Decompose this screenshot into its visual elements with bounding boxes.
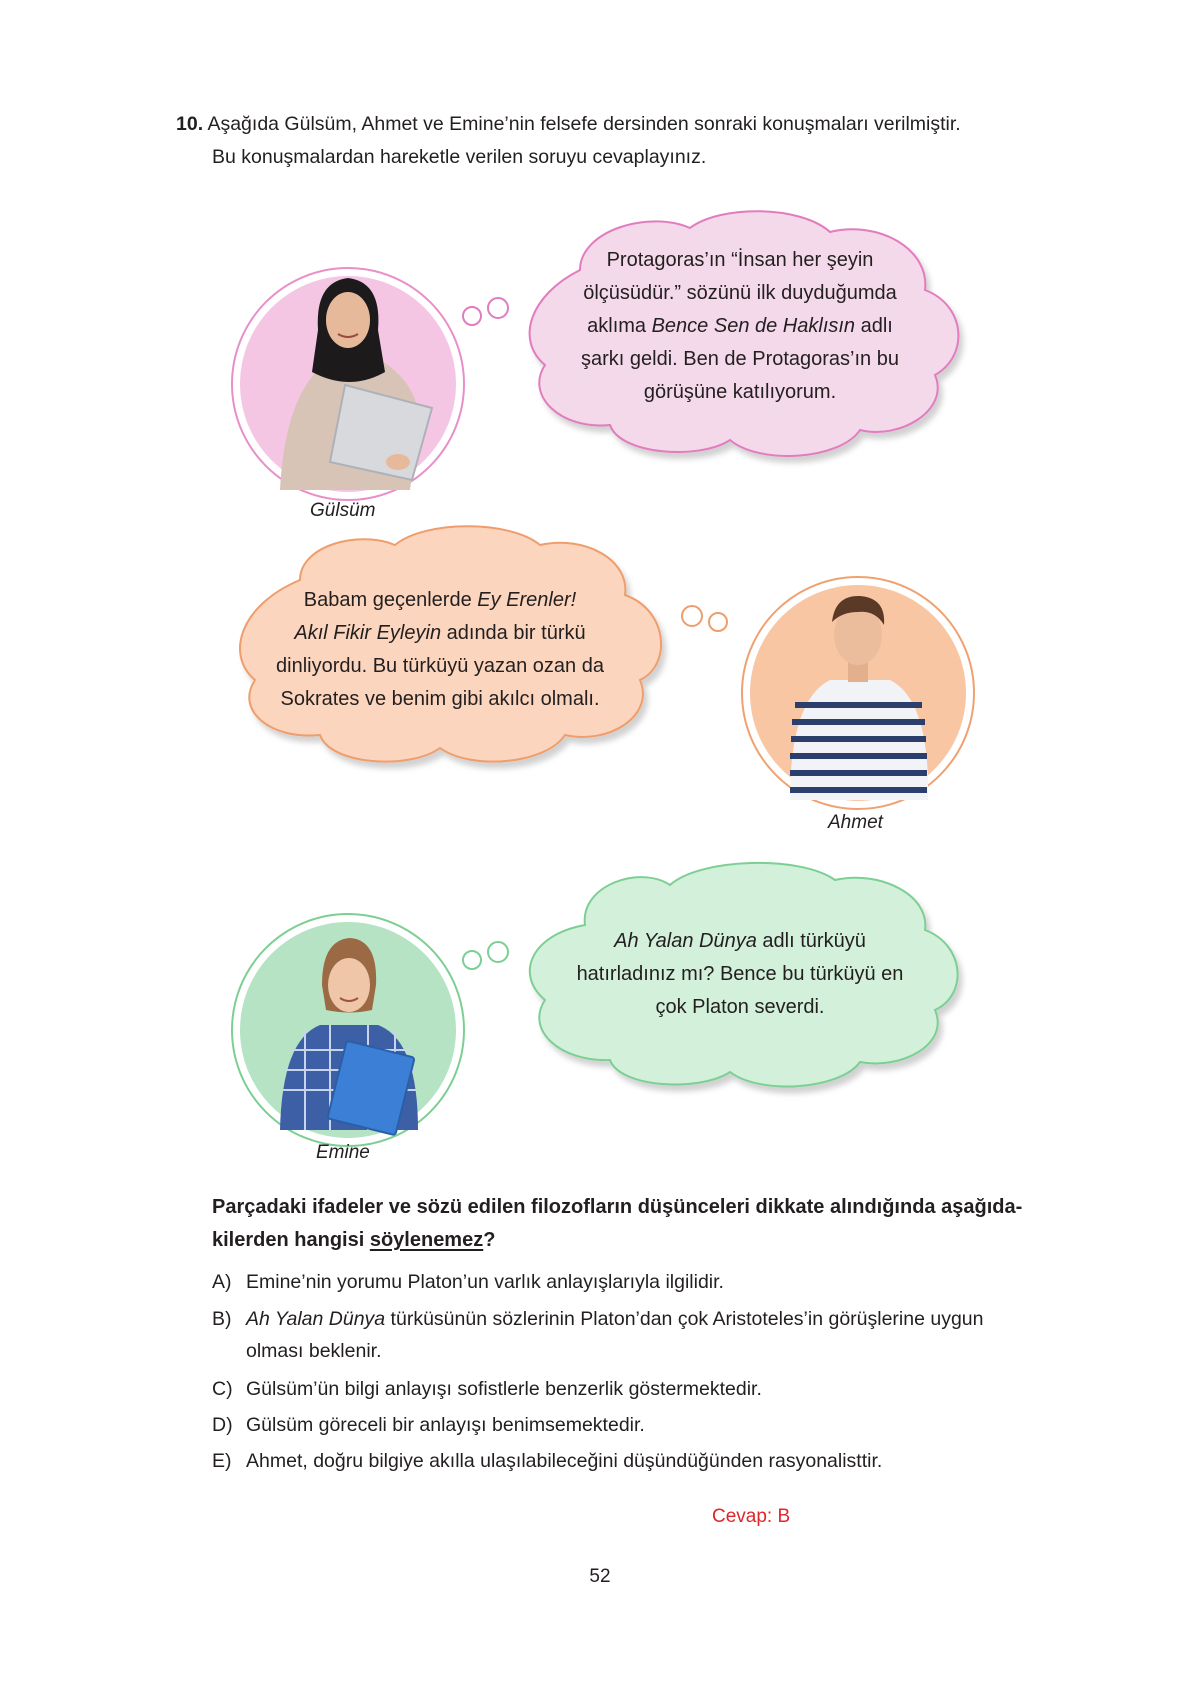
emine-line-2: hatırladınız mı? Bence bu türküyü en <box>576 963 904 985</box>
question-intro-line1: Aşağıda Gülsüm, Ahmet ve Emine’nin felsefe dersinden sonraki konuşmaları verilmiştir. <box>207 113 961 135</box>
option-a[interactable] <box>212 1266 1062 1298</box>
ahmet-line-4: Sokrates ve benim gibi akılcı olmalı. <box>280 688 600 710</box>
gulsum-speech-text <box>555 244 925 409</box>
ahmet-line-1 <box>255 584 625 617</box>
option-italic-title: Ah Yalan Dünya <box>246 1308 386 1330</box>
question-intro-line2: Bu konuşmalardan hareketle verilen soruyu cevaplayınız. <box>212 146 707 168</box>
song-title-akil-fikir: Akıl Fikir Eyleyin <box>294 622 442 644</box>
question-number: 10. <box>176 113 204 135</box>
ahmet-thought-dots <box>682 606 727 631</box>
page-number: 52 <box>589 1566 611 1587</box>
option-letter: E) <box>212 1450 232 1472</box>
song-title-bence: Bence Sen de Haklısın <box>651 315 856 337</box>
caption-emine: Emine <box>316 1142 370 1163</box>
option-letter: C) <box>212 1378 233 1400</box>
option-b[interactable] <box>212 1303 1062 1367</box>
ahmet-line-1a: Babam geçenlerde <box>303 589 478 611</box>
emine-line-1b: adlı türküyü <box>756 930 866 952</box>
option-text: Gülsüm’ün bilgi anlayışı sofistlerle benzerlik göstermektedir. <box>246 1378 762 1400</box>
emine-line-1 <box>555 925 925 958</box>
option-text: türküsünün sözlerinin Platon’dan çok Aristoteles’in görüşlerine uygun <box>385 1308 984 1330</box>
ahmet-line-2b: adında bir türkü <box>441 622 586 644</box>
emine-portrait <box>232 914 464 1146</box>
gulsum-line-3a: aklıma <box>587 315 652 337</box>
prompt-line2-start: kilerden hangisi <box>212 1229 370 1251</box>
question-prompt <box>212 1191 1062 1257</box>
option-text: Ahmet, doğru bilgiye akılla ulaşılabileceğini düşündüğünden rasyonalisttir. <box>246 1450 883 1472</box>
ahmet-speech-text <box>255 584 625 716</box>
option-letter: A) <box>212 1271 232 1293</box>
option-letter: B) <box>212 1308 232 1330</box>
song-title-ah-yalan: Ah Yalan Dünya <box>614 930 757 952</box>
prompt-line1: Parçadaki ifadeler ve sözü edilen filozofların düşünceleri dikkate alındığında aşağıda- <box>212 1196 1023 1218</box>
gulsum-thought-dots <box>463 298 508 325</box>
emine-line-3: çok Platon severdi. <box>655 996 825 1018</box>
option-d[interactable] <box>212 1409 1062 1441</box>
song-title-ey-erenler: Ey Erenler! <box>477 589 577 611</box>
gulsum-portrait <box>232 268 464 500</box>
gulsum-line-4: şarkı geldi. Ben de Protagoras’ın bu <box>581 348 899 370</box>
caption-gulsum: Gülsüm <box>310 500 376 521</box>
emine-thought-dots <box>463 942 508 969</box>
option-letter: D) <box>212 1414 233 1436</box>
option-text: Emine’nin yorumu Platon’un varlık anlayışlarıyla ilgilidir. <box>246 1271 724 1293</box>
option-e[interactable] <box>212 1445 1062 1477</box>
ahmet-portrait <box>742 577 974 809</box>
prompt-keyword: söylenemez <box>369 1229 484 1251</box>
prompt-line2 <box>212 1224 1062 1257</box>
emine-speech-text <box>555 925 925 1024</box>
gulsum-line-3c: adlı <box>855 315 893 337</box>
gulsum-line-1: Protagoras’ın “İnsan her şeyin <box>606 249 874 271</box>
option-text: Gülsüm göreceli bir anlayışı benimsemektedir. <box>246 1414 645 1436</box>
option-text-continued: olması beklenir. <box>246 1340 382 1362</box>
gulsum-line-5: görüşüne katılıyorum. <box>643 381 837 403</box>
caption-ahmet: Ahmet <box>828 812 883 833</box>
prompt-line2-end: ? <box>483 1229 496 1251</box>
gulsum-line-2: ölçüsüdür.” sözünü ilk duyduğumda <box>583 282 897 304</box>
answer-key: Cevap: B <box>712 1506 791 1527</box>
ahmet-line-2 <box>255 617 625 650</box>
ahmet-line-3: dinliyordu. Bu türküyü yazan ozan da <box>276 655 604 677</box>
option-c[interactable] <box>212 1373 1062 1405</box>
gulsum-line-3 <box>555 310 925 343</box>
